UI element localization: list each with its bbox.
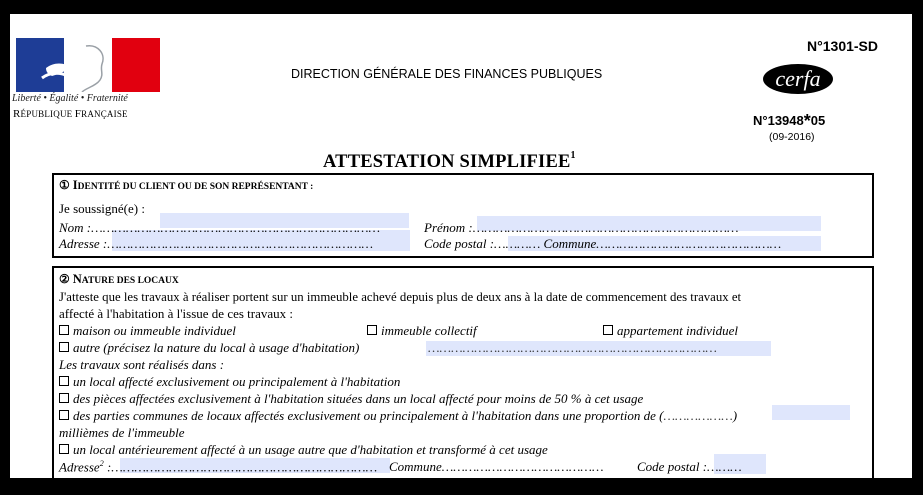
autre-dots: ………………………………………………………………… xyxy=(428,340,717,355)
option-maison[interactable]: maison ou immeuble individuel xyxy=(59,323,236,339)
option-autre[interactable]: autre (précisez la nature du local à usage d'habitation) xyxy=(59,340,359,356)
checkbox[interactable] xyxy=(59,393,69,403)
attestation-line-2: affecté à l'habitation à l'issue de ces travaux : xyxy=(59,306,294,321)
title-footnote-ref: 1 xyxy=(570,150,576,161)
proportion-field[interactable] xyxy=(772,405,850,420)
option-appartement[interactable]: appartement individuel xyxy=(603,323,738,339)
direction-title: DIRECTION GÉNÉRALE DES FINANCES PUBLIQUES xyxy=(291,67,603,81)
republic-motto: Liberté • Égalité • Fraternité xyxy=(12,93,128,104)
soussigne-label: Je soussigné(e) : xyxy=(59,201,145,216)
checkbox[interactable] xyxy=(59,376,69,386)
travaux-label: Les travaux sont réalisés dans : xyxy=(59,357,225,372)
form-page xyxy=(10,14,912,486)
adresse-label: Adresse :…………………………………………………………… xyxy=(59,236,374,251)
form-number: N°1301-SD xyxy=(807,38,878,54)
section-nature-heading: ② NATURE DES LOCAUX xyxy=(59,272,179,286)
code-postal-commune-label: Code postal :………… Commune………………………………………… xyxy=(424,236,782,251)
republic-name: RÉPUBLIQUE FRANÇAISE xyxy=(13,108,128,120)
option-local-anterieur[interactable]: un local antérieurement affecté à un usage autre que d'habitation et transformé à cet usage xyxy=(59,442,548,458)
code-postal2-label: Code postal :……… xyxy=(637,459,742,474)
checkbox[interactable] xyxy=(603,325,613,335)
option-parties-communes[interactable]: des parties communes de locaux affectés exclusivement ou principalement à l'habitation dans une proportion de (………………) xyxy=(59,408,737,424)
option-collectif[interactable]: immeuble collectif xyxy=(367,323,477,339)
marianne-logo xyxy=(16,38,160,92)
prenom-label: Prénom :…………………………………………………………… xyxy=(424,220,739,235)
checkbox[interactable] xyxy=(367,325,377,335)
commune2-label: Commune…………………………………… xyxy=(389,459,604,474)
document-title: ATTESTATION SIMPLIFIEE$^1$ xyxy=(323,150,576,172)
option-pieces[interactable]: des pièces affectées exclusivement à l'habitation situées dans un local affecté pour moins de 50 % à cet usage xyxy=(59,391,643,407)
adresse2-line: Adresse$^2$ :…………………………………………………………… xyxy=(59,459,378,475)
section-identity-heading: ① IDENTITÉ DU CLIENT OU DE SON REPRÉSENTANT : xyxy=(59,178,314,192)
milliemes-label: millièmes de l'immeuble xyxy=(59,425,185,440)
checkbox[interactable] xyxy=(59,325,69,335)
cerfa-number: N°13948*05 xyxy=(753,111,826,131)
nom-label: Nom :………………………………………………………………… xyxy=(59,220,381,235)
checkbox[interactable] xyxy=(59,444,69,454)
page-bottom-border xyxy=(0,478,923,495)
cerfa-logo: cerfa xyxy=(763,64,833,94)
option-local-principal[interactable]: un local affecté exclusivement ou principalement à l'habitation xyxy=(59,374,400,390)
attestation-line-1: J'atteste que les travaux à réaliser portent sur un immeuble achevé depuis plus de deux ans à la date de commencement des travaux et xyxy=(59,290,742,304)
cerfa-date: (09-2016) xyxy=(769,131,815,143)
checkbox[interactable] xyxy=(59,342,69,352)
checkbox[interactable] xyxy=(59,410,69,420)
